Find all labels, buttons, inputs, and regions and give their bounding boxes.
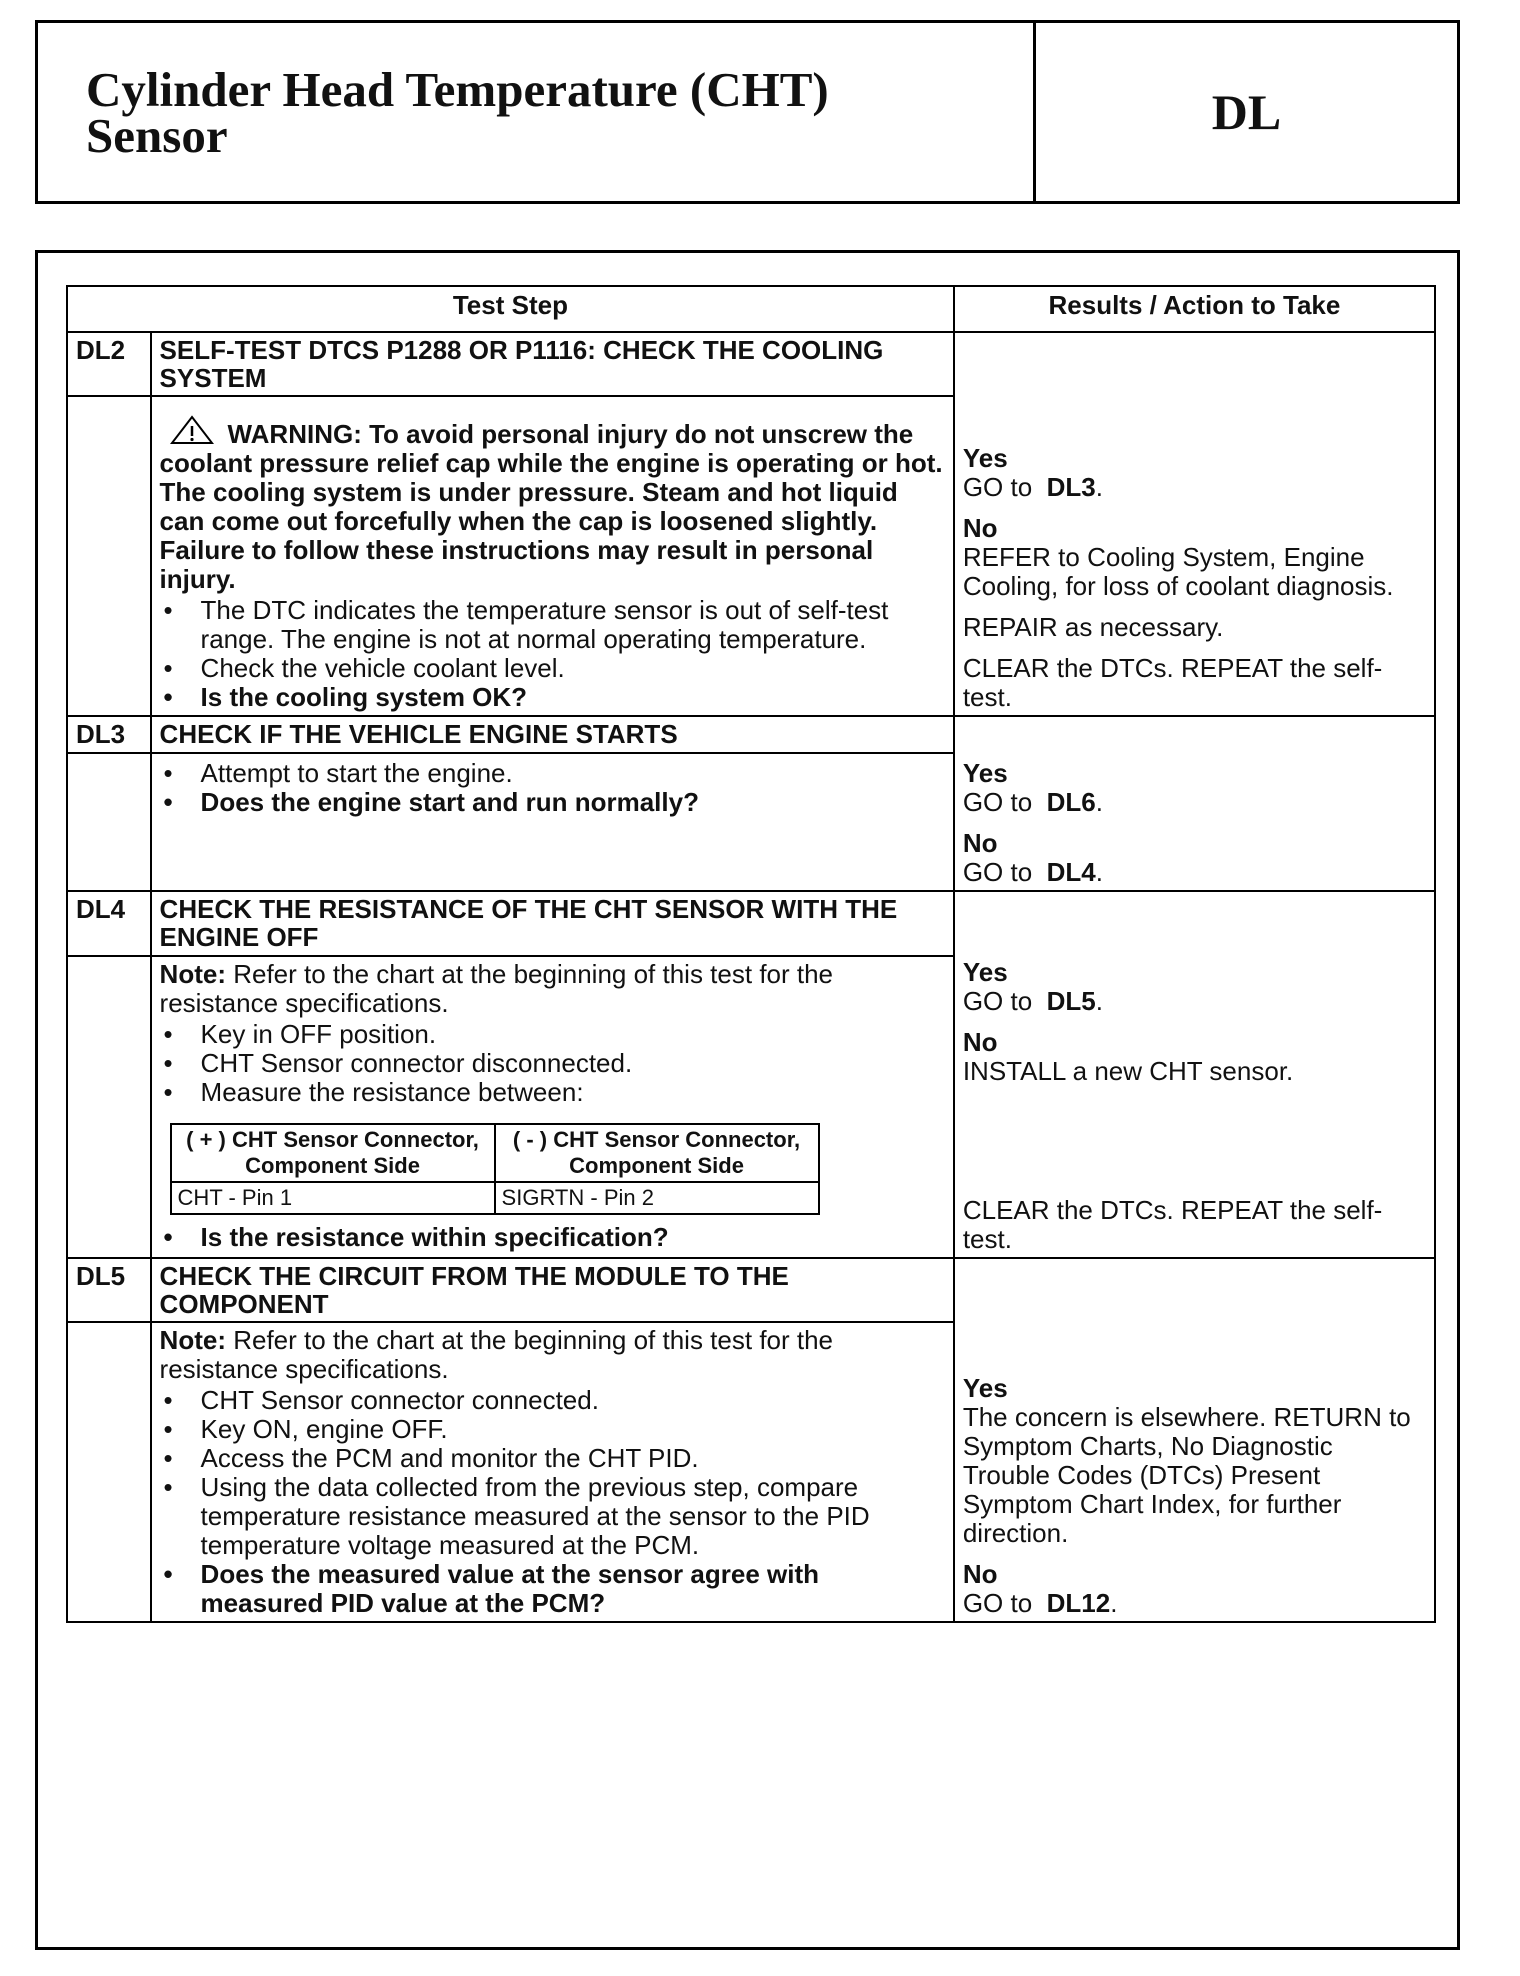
warning-triangle-icon <box>170 415 214 445</box>
yes-action: GO to DL3. <box>962 472 1103 502</box>
yes-label: Yes <box>962 758 1008 788</box>
pin-plus-value: CHT - Pin 1 <box>171 1182 495 1214</box>
pin-col-plus: ( + ) CHT Sensor Connector, Component Side <box>171 1124 495 1182</box>
step-question: • Does the measured value at the sensor agree with measured PID value at the PCM? <box>160 1560 945 1618</box>
no-action: GO to DL12. <box>962 1588 1118 1618</box>
list-item: • Key ON, engine OFF. <box>160 1415 945 1444</box>
step-id: DL2 <box>67 332 151 396</box>
step-title: SELF-TEST DTCS P1288 OR P1116: CHECK THE COOLING SYSTEM <box>151 332 954 396</box>
page-header <box>35 20 1460 204</box>
list-item: • Check the vehicle coolant level. <box>160 654 945 683</box>
step-title-row <box>67 716 1435 753</box>
step-result <box>954 891 1435 1258</box>
pin-table <box>170 1123 820 1215</box>
step-body <box>151 396 954 716</box>
step-title: CHECK THE CIRCUIT FROM THE MODULE TO THE COMPONENT <box>151 1258 954 1322</box>
yes-label: Yes <box>962 957 1008 987</box>
no-repair: REPAIR as necessary. <box>962 612 1224 642</box>
step-bullets <box>160 1223 945 1252</box>
step-title-row <box>67 332 1435 396</box>
id-spacer <box>67 753 151 891</box>
no-label: No <box>962 513 998 543</box>
yes-action: GO to DL6. <box>962 787 1103 817</box>
test-step-table <box>66 285 1436 1623</box>
section-code: DL <box>1211 84 1282 140</box>
list-item: • Access the PCM and monitor the CHT PID. <box>160 1444 945 1473</box>
step-id: DL3 <box>67 716 151 753</box>
table-header-row <box>67 286 1435 332</box>
step-id: DL4 <box>67 891 151 956</box>
id-spacer <box>67 396 151 716</box>
warning-text: WARNING: To avoid personal injury do not unscrew the coolant pressure relief cap while the engine is operating or hot. The cooling system is under pressure. Steam and hot liquid can come out forcefully when the cap is loosened slightly. Failure to follow these instructions may result in personal injury. <box>160 415 945 594</box>
yes-action: The concern is elsewhere. RETURN to Symptom Charts, No Diagnostic Trouble Codes (DTCs) Present Symptom Chart Index, for further direction. <box>962 1402 1411 1548</box>
list-item: • Using the data collected from the previous step, compare temperature resistance measured at the sensor to the PID temperature voltage measured at the PCM. <box>160 1473 945 1560</box>
step-question: • Is the cooling system OK? <box>160 683 945 712</box>
step-body <box>151 1322 954 1622</box>
step-title-row <box>67 891 1435 956</box>
step-question: • Does the engine start and run normally? <box>160 788 945 817</box>
step-title-row <box>67 1258 1435 1322</box>
title-line-2: Sensor <box>86 108 228 163</box>
step-title: CHECK IF THE VEHICLE ENGINE STARTS <box>151 716 954 753</box>
list-item: • CHT Sensor connector connected. <box>160 1386 945 1415</box>
yes-action: GO to DL5. <box>962 986 1103 1016</box>
list-item: • Measure the resistance between: <box>160 1078 945 1107</box>
col-test-step: Test Step <box>67 286 954 332</box>
no-action: INSTALL a new CHT sensor. <box>962 1056 1294 1086</box>
step-body <box>151 753 954 891</box>
no-clear: CLEAR the DTCs. REPEAT the self-test. <box>962 1195 1383 1254</box>
no-label: No <box>962 1559 998 1589</box>
step-id: DL5 <box>67 1258 151 1322</box>
step-bullets <box>160 596 945 712</box>
yes-label: Yes <box>962 443 1008 473</box>
pin-minus-value: SIGRTN - Pin 2 <box>495 1182 819 1214</box>
page-title <box>86 62 1046 163</box>
no-action: GO to DL4. <box>962 857 1103 887</box>
list-item: • Key in OFF position. <box>160 1020 945 1049</box>
step-bullets <box>160 1020 945 1107</box>
list-item: • Attempt to start the engine. <box>160 759 945 788</box>
step-title: CHECK THE RESISTANCE OF THE CHT SENSOR WITH THE ENGINE OFF <box>151 891 954 956</box>
yes-label: Yes <box>962 1373 1008 1403</box>
no-clear: CLEAR the DTCs. REPEAT the self-test. <box>962 653 1383 712</box>
title-line-1: Cylinder Head Temperature (CHT) <box>86 62 829 117</box>
step-result <box>954 716 1435 891</box>
step-result <box>954 332 1435 716</box>
step-note: Note: Refer to the chart at the beginning of this test for the resistance specifications. <box>159 958 834 1018</box>
id-spacer <box>67 1322 151 1622</box>
step-bullets <box>160 759 945 817</box>
step-body <box>151 956 954 1258</box>
pin-col-minus: ( - ) CHT Sensor Connector, Component Side <box>495 1124 819 1182</box>
list-item: • The DTC indicates the temperature sensor is out of self-test range. The engine is not at normal operating temperature. <box>160 596 945 654</box>
step-question: • Is the resistance within specification? <box>160 1223 945 1252</box>
step-bullets <box>160 1386 945 1618</box>
id-spacer <box>67 956 151 1258</box>
no-label: No <box>962 828 998 858</box>
step-result <box>954 1258 1435 1622</box>
list-item: • CHT Sensor connector disconnected. <box>160 1049 945 1078</box>
no-action: REFER to Cooling System, Engine Cooling, for loss of coolant diagnosis. <box>962 542 1394 601</box>
step-note: Note: Refer to the chart at the beginning of this test for the resistance specifications. <box>159 1325 834 1384</box>
no-label: No <box>962 1027 998 1057</box>
col-results: Results / Action to Take <box>954 286 1435 332</box>
